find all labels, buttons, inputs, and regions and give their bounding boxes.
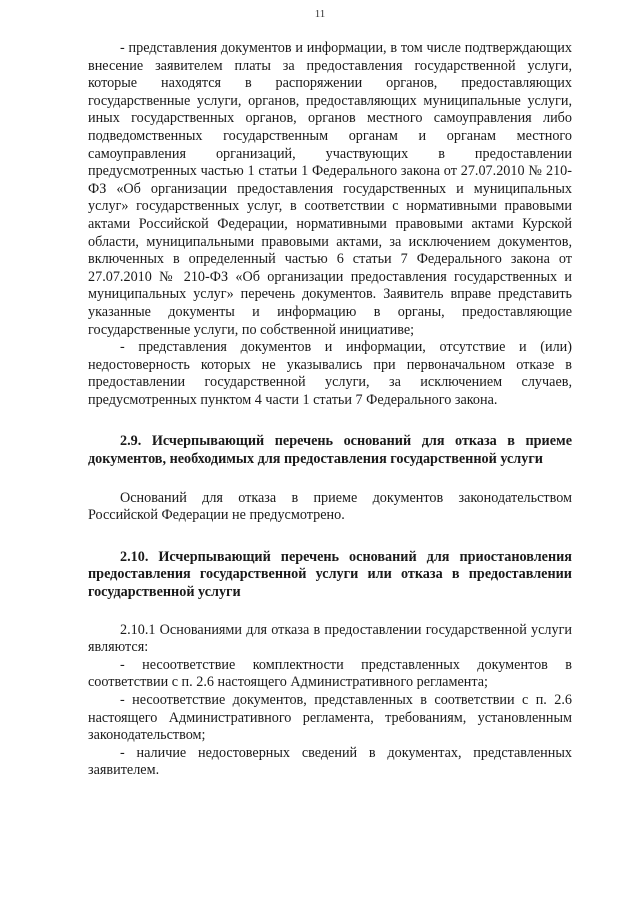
section-2-9-heading: 2.9. Исчерпывающий перечень оснований для отказа в приеме документов, необходимых для предоставления государственной услуги	[88, 433, 572, 468]
paragraph-documents-info: - представления документов и информации, в том числе подтверждающих внесение заявителем платы за предоставления государственной услуги, которые находятся в распоряжении органов, предоставляющих государственные услуги, органов, предоставляющих муниципальные услуги, иных государственных органов, органов местного самоуправления либо подведомственных государственным органам и органам местного самоуправления организаций, участвующих в предоставлении предусмотренных частью 1 статьи 1 Федерального закона от 27.07.2010 № 210-ФЗ «Об организации предоставления государственных и муниципальных услуг» государственных услуг, в соответствии с нормативными правовыми актами Российской Федерации, нормативными правовыми актами Курской области, муниципальными правовыми актами, за исключением документов, включенных в определенный частью 6 статьи 7 Федерального закона от 27.07.2010 № 210-ФЗ «Об организации предоставления государственных и муниципальных услуг» перечень документов. Заявитель вправе представить указанные документы и информацию в органы, предоставляющие государственные услуги, по собственной инициативе;	[88, 40, 572, 338]
refusal-ground-item: - несоответствие комплектности представленных документов в соответствии с п. 2.6 настоящего Административного регламента;	[88, 656, 572, 691]
section-2-10-intro: 2.10.1 Основаниями для отказа в предоставлении государственной услуги являются:	[88, 621, 572, 656]
refusal-ground-item: - наличие недостоверных сведений в документах, представленных заявителем.	[88, 744, 572, 779]
page-number: 11	[314, 8, 326, 20]
refusal-ground-item: - несоответствие документов, представленных в соответствии с п. 2.6 настоящего Административного регламента, требованиям, установленным законодательством;	[88, 692, 572, 744]
section-2-9-body: Оснований для отказа в приеме документов законодательством Российской Федерации не предусмотрено.	[88, 489, 572, 524]
section-2-10-heading: 2.10. Исчерпывающий перечень оснований для приостановления предоставления государственной услуги или отказа в предоставлении государственной услуги	[88, 548, 572, 601]
paragraph-unreliability: - представления документов и информации, отсутствие и (или) недостоверность которых не указывались при первоначальном отказе в предоставлении государственной услуги, за исключением случаев, предусмотренных пунктом 4 части 1 статьи 7 Федерального закона.	[88, 339, 572, 408]
